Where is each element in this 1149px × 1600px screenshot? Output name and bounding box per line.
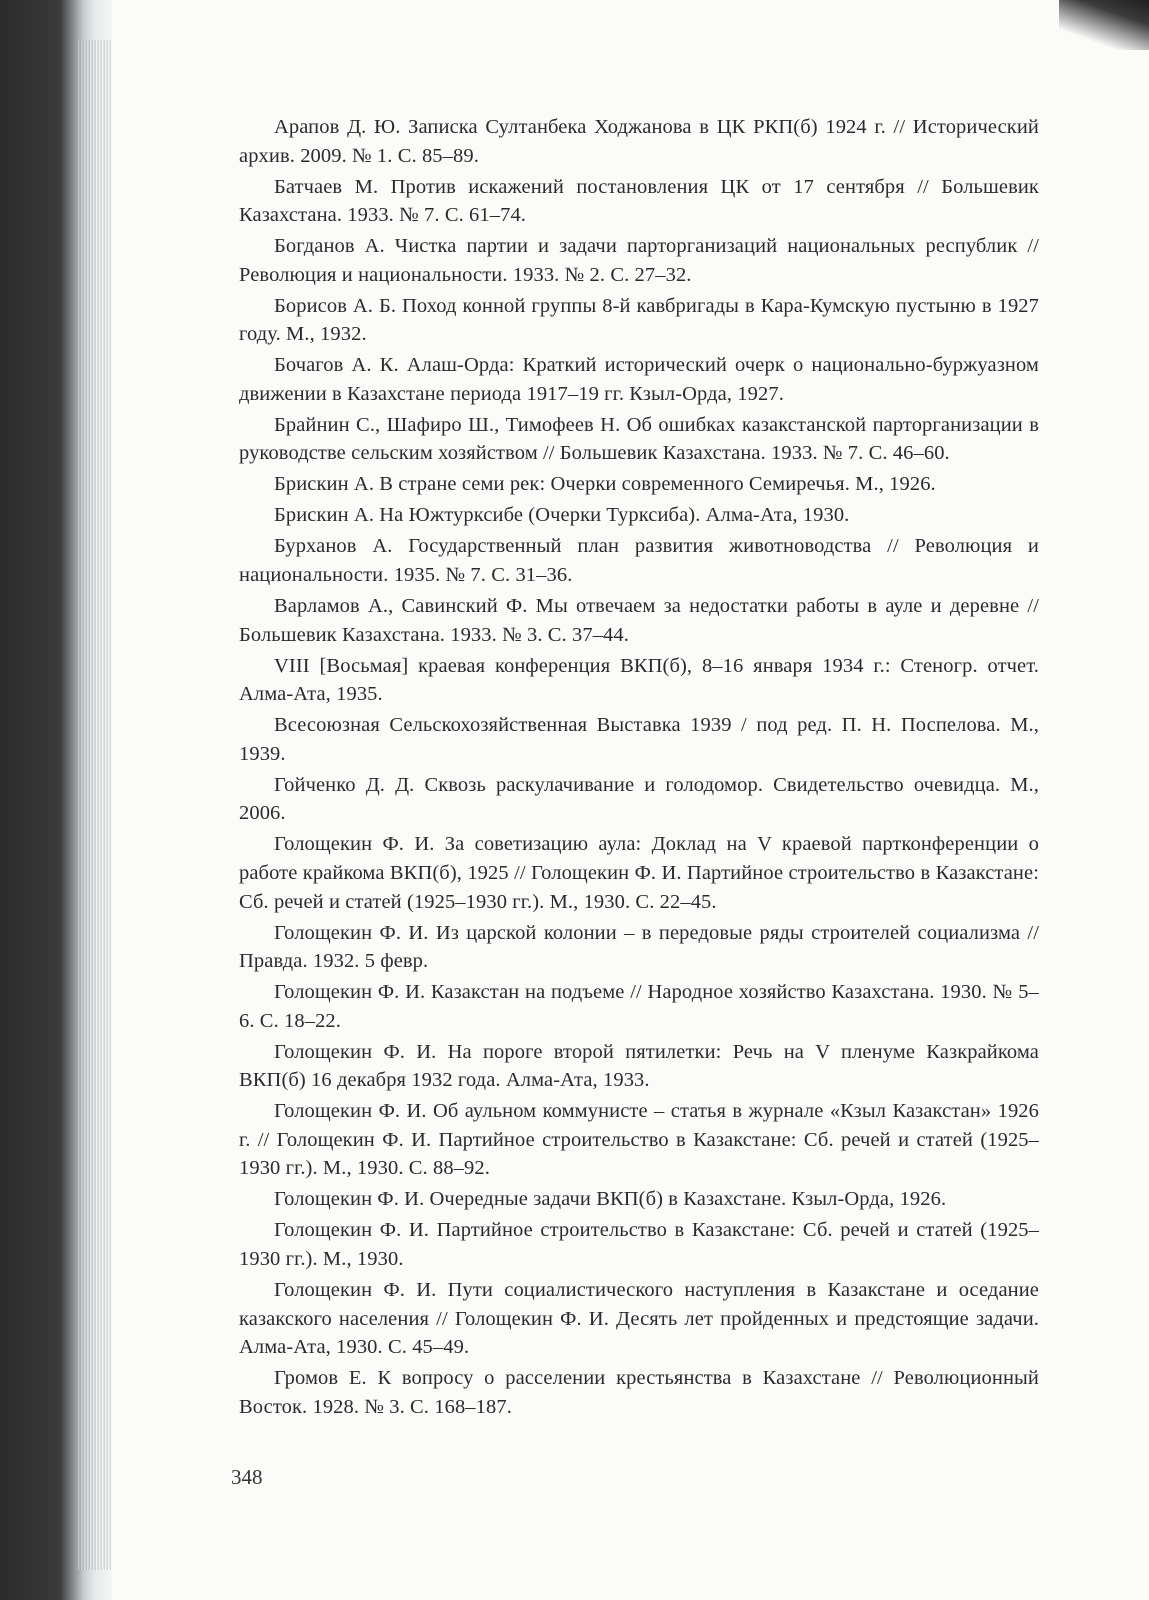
bibliography-entry: Гойченко Д. Д. Сквозь раскулачивание и голодомор. Свидетельство очевидца. М., 2006. — [239, 773, 1039, 825]
bibliography-entry: Брискин А. На Южтурксибе (Очерки Турксиба). Алма-Ата, 1930. — [274, 504, 850, 527]
page-number: 348 — [231, 1465, 263, 1489]
bibliography-entry: Бурханов А. Государственный план развития животноводства // Революция и национальности. 1935. № 7. С. 31–36. — [239, 535, 1039, 587]
bibliography-entry: Богданов А. Чистка партии и задачи парторганизаций национальных республик // Революция и национальности. 1933. № 2. С. 27–32. — [239, 235, 1039, 286]
bibliography-entry: Варламов А., Савинский Ф. Мы отвечаем за недостатки работы в ауле и деревне // Большевик Казахстана. 1933. № 3. С. 37–44. — [239, 595, 1039, 646]
bibliography-entry: Громов Е. К вопросу о расселении крестьянства в Казахстане // Революционный Восток. 1928. № 3. С. 168–187. — [239, 1367, 1039, 1418]
page-corner-shadow — [1059, 0, 1149, 50]
bibliography-entry: Арапов Д. Ю. Записка Султанбека Ходжанова в ЦК РКП(б) 1924 г. // Исторический архив. 2009. № 1. С. 85–89. — [239, 116, 1039, 167]
bibliography-entry: Борисов А. Б. Поход конной группы 8-й кавбригады в Кара-Кумскую пустыню в 1927 году. М., 1932. — [239, 294, 1039, 346]
bibliography-entry: Голощекин Ф. И. Очередные задачи ВКП(б) в Казахстане. Кзыл-Орда, 1926. — [274, 1188, 947, 1211]
bibliography-entry: Брайнин С., Шафиро Ш., Тимофеев Н. Об ошибках казакстанской парторганизации в руководстве сельским хозяйством // Большевик Казахстана. 1933. № 7. С. 46–60. — [239, 413, 1039, 465]
bibliography-entry: Голощекин Ф. И. Из царской колонии – в передовые ряды строителей социализма // Правда. 1932. 5 февр. — [239, 921, 1039, 973]
bibliography-entry: Голощекин Ф. И. Партийное строительство в Казакстане: Сб. речей и статей (1925–1930 гг.). М., 1930. — [239, 1219, 1039, 1270]
bibliography-entry: Бочагов А. К. Алаш-Орда: Краткий исторический очерк о национально-буржуазном движении в Казахстане периода 1917–19 гг. Кзыл-Орда, 1927. — [239, 354, 1039, 405]
bibliography-entry: Голощекин Ф. И. На пороге второй пятилетки: Речь на V пленуме Казкрайкома ВКП(б) 16 декабря 1932 года. Алма-Ата, 1933. — [239, 1040, 1039, 1092]
bibliography-entry: Батчаев М. Против искажений постановления ЦК от 17 сентября // Большевик Казахстана. 1933. № 7. С. 61–74. — [239, 175, 1039, 227]
bibliography-entry: Голощекин Ф. И. Об аульном коммунисте – статья в журнале «Кзыл Казакстан» 1926 г. // Голощекин Ф. И. Партийное строительство в Казакстане: Сб. речей и статей (1925–1930 гг.). М., 1930. С. 88–92. — [239, 1100, 1039, 1180]
bibliography-entry: Голощекин Ф. И. Казакстан на подъеме // Народное хозяйство Казахстана. 1930. № 5–6. С. 18–22. — [239, 981, 1039, 1032]
bibliography-entry: Голощекин Ф. И. За советизацию аула: Доклад на V краевой партконференции о работе крайкома ВКП(б), 1925 // Голощекин Ф. И. Партийное строительство в Казакстане: Сб. речей и статей (1925–1930 гг.). М., 1930. С. 22–45. — [239, 833, 1039, 913]
bibliography-entry: Брискин А. В стране семи рек: Очерки современного Семиречья. М., 1926. — [274, 473, 936, 496]
bibliography-list — [239, 113, 1039, 1424]
bibliography-entry: Всесоюзная Сельскохозяйственная Выставка 1939 / под ред. П. Н. Поспелова. М., 1939. — [239, 714, 1039, 765]
bibliography-entry: VIII [Восьмая] краевая конференция ВКП(б), 8–16 января 1934 г.: Стеногр. отчет. Алма-Ата, 1935. — [239, 654, 1039, 706]
bibliography-entry: Голощекин Ф. И. Пути социалистического наступления в Казакстане и оседание казакского населения // Голощекин Ф. И. Десять лет пройденных и предстоящие задачи. Алма-Ата, 1930. С. 45–49. — [239, 1278, 1039, 1359]
